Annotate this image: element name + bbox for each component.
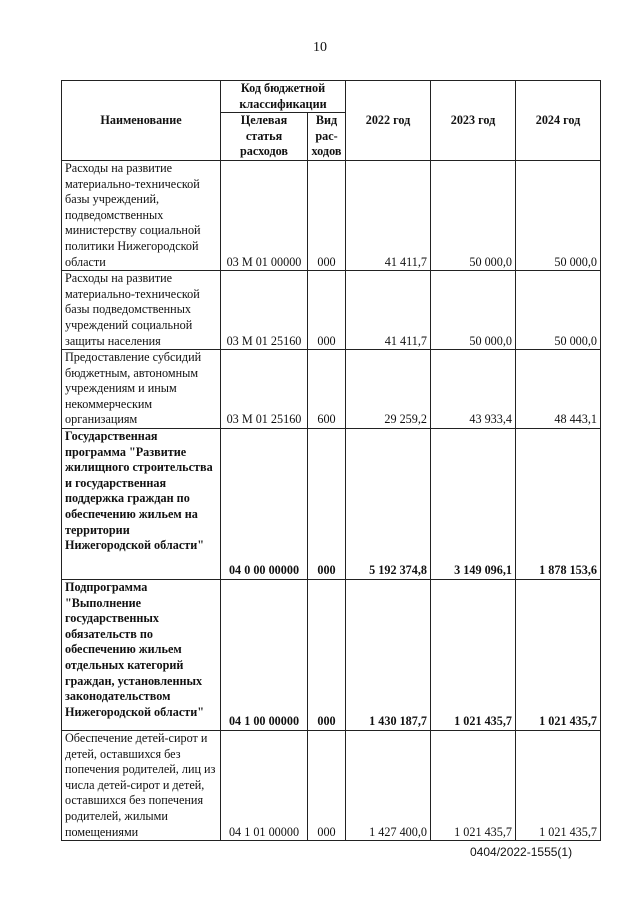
header-name: Наименование [62, 81, 221, 161]
row-value-2023: 3 149 096,1 [431, 429, 516, 580]
row-value-2024: 1 878 153,6 [516, 429, 601, 580]
row-value-2023: 1 021 435,7 [431, 580, 516, 731]
table-row [62, 350, 601, 429]
row-value-2024: 50 000,0 [516, 160, 601, 270]
row-name: Обеспечение детей-сирот и детей, оставшихся без попечения родителей, лиц из числа детей-сирот и детей, оставшихся без попечения родителей, жилыми помещениями [62, 731, 221, 841]
header-target-item: Целевая статья расходов [221, 113, 308, 161]
row-value-2023: 43 933,4 [431, 350, 516, 429]
header-year-2022: 2022 год [346, 81, 431, 161]
row-name: Предоставление субсидий бюджетным, автономным учреждениям и иным некоммерческим организациям [62, 350, 221, 429]
row-value-2023: 50 000,0 [431, 160, 516, 270]
row-name: Государственная программа "Развитие жилищного строительства и государственная поддержка граждан по обеспечению жильем на территории Нижегородской области" [62, 429, 221, 580]
row-value-2022: 29 259,2 [346, 350, 431, 429]
row-expense-type: 000 [308, 271, 346, 350]
row-expense-type: 000 [308, 160, 346, 270]
table-row [62, 160, 601, 270]
row-value-2024: 48 443,1 [516, 350, 601, 429]
row-value-2022: 1 427 400,0 [346, 731, 431, 841]
row-name: Подпрограмма "Выполнение государственных обязательств по обеспечению жильем отдельных категорий граждан, установленных законодательством Нижегородской области" [62, 580, 221, 731]
row-value-2022: 5 192 374,8 [346, 429, 431, 580]
table-row [62, 731, 601, 841]
row-value-2022: 41 411,7 [346, 271, 431, 350]
page-number: 10 [313, 40, 327, 55]
row-value-2024: 1 021 435,7 [516, 580, 601, 731]
row-expense-type: 000 [308, 731, 346, 841]
row-value-2022: 41 411,7 [346, 160, 431, 270]
header-year-2024: 2024 год [516, 81, 601, 161]
header-year-2023: 2023 год [431, 81, 516, 161]
row-target-code: 04 1 00 00000 [221, 580, 308, 731]
row-expense-type: 000 [308, 580, 346, 731]
row-target-code: 03 М 01 25160 [221, 350, 308, 429]
row-target-code: 04 0 00 00000 [221, 429, 308, 580]
row-value-2023: 1 021 435,7 [431, 731, 516, 841]
row-value-2022: 1 430 187,7 [346, 580, 431, 731]
table-row [62, 580, 601, 731]
row-expense-type: 600 [308, 350, 346, 429]
budget-table [61, 80, 601, 841]
row-target-code: 04 1 01 00000 [221, 731, 308, 841]
row-name: Расходы на развитие материально-технической базы учреждений, подведомственных министерству социальной политики Нижегородской области [62, 160, 221, 270]
row-value-2024: 50 000,0 [516, 271, 601, 350]
row-target-code: 03 М 01 25160 [221, 271, 308, 350]
header-budget-code: Код бюджетной классификации [221, 81, 346, 113]
row-value-2024: 1 021 435,7 [516, 731, 601, 841]
row-value-2023: 50 000,0 [431, 271, 516, 350]
document-number: 0404/2022-1555(1) [470, 845, 573, 859]
row-expense-type: 000 [308, 429, 346, 580]
table-row [62, 271, 601, 350]
table-row [62, 429, 601, 580]
row-name: Расходы на развитие материально-технической базы подведомственных учреждений социальной защиты населения [62, 271, 221, 350]
header-expense-type: Вид рас-ходов [308, 113, 346, 161]
row-target-code: 03 М 01 00000 [221, 160, 308, 270]
